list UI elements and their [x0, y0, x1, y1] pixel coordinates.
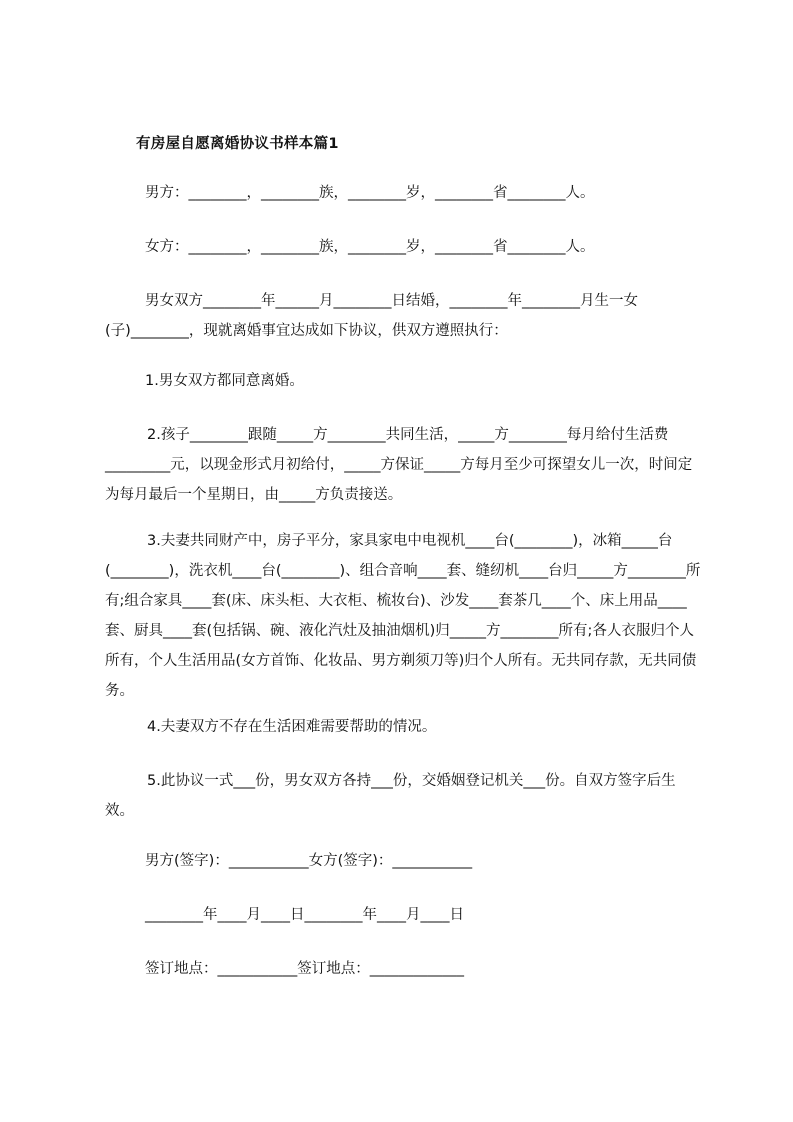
female-info-line: 女方：________，________族，________岁，________省________人。	[145, 239, 595, 255]
male-info-line: 男方：________，________族，________岁，________省________人。	[145, 185, 595, 201]
signature-line: 男方(签字)：___________女方(签字)：___________	[145, 853, 473, 869]
clause-1: 1.男女双方都同意离婚。	[145, 373, 304, 389]
date-line: ________年____月____日________年____月____日	[145, 907, 464, 923]
clause-3: 3.夫妻共同财产中，房子平分，家具家电中电视机____台(________)，冰箱_____台(________)，洗衣机____台(________)、组合音响____套、缝纫机____台归_____方________所有;组合家具____套(床、床头柜、大衣柜、梳妆台)、沙发____套茶几____个、床上用品____套、厨具____套(包括锅、碗、液化汽灶及抽油烟机)归_____方________所有;各人衣服归个人所有，个人生活用品(女方首饰、化妆品、男方剃须刀等)归个人所有。无共同存款，无共同债务。	[105, 533, 701, 699]
clause-5: 5.此协议一式___份，男女双方各持___份，交婚姻登记机关___份。自双方签字后生效。	[105, 773, 676, 819]
clause-2: 2.孩子________跟随_____方________共同生活，_____方________每月给付生活费_________元，以现金形式月初给付，_____方保证_____方每月至少可探望女儿一次，时间定为每月最后一个星期日，由_____方负责接送。	[105, 427, 693, 503]
clause-4: 4.夫妻双方不存在生活困难需要帮助的情况。	[147, 719, 437, 735]
intro-paragraph: 男女双方________年______月________日结婚，________年________月生一女(子)________，现就离婚事宜达成如下协议，供双方遵照执行：	[105, 293, 638, 339]
place-line: 签订地点：___________签订地点：_____________	[145, 961, 464, 977]
document-title: 有房屋自愿离婚协议书样本篇1	[136, 136, 339, 152]
